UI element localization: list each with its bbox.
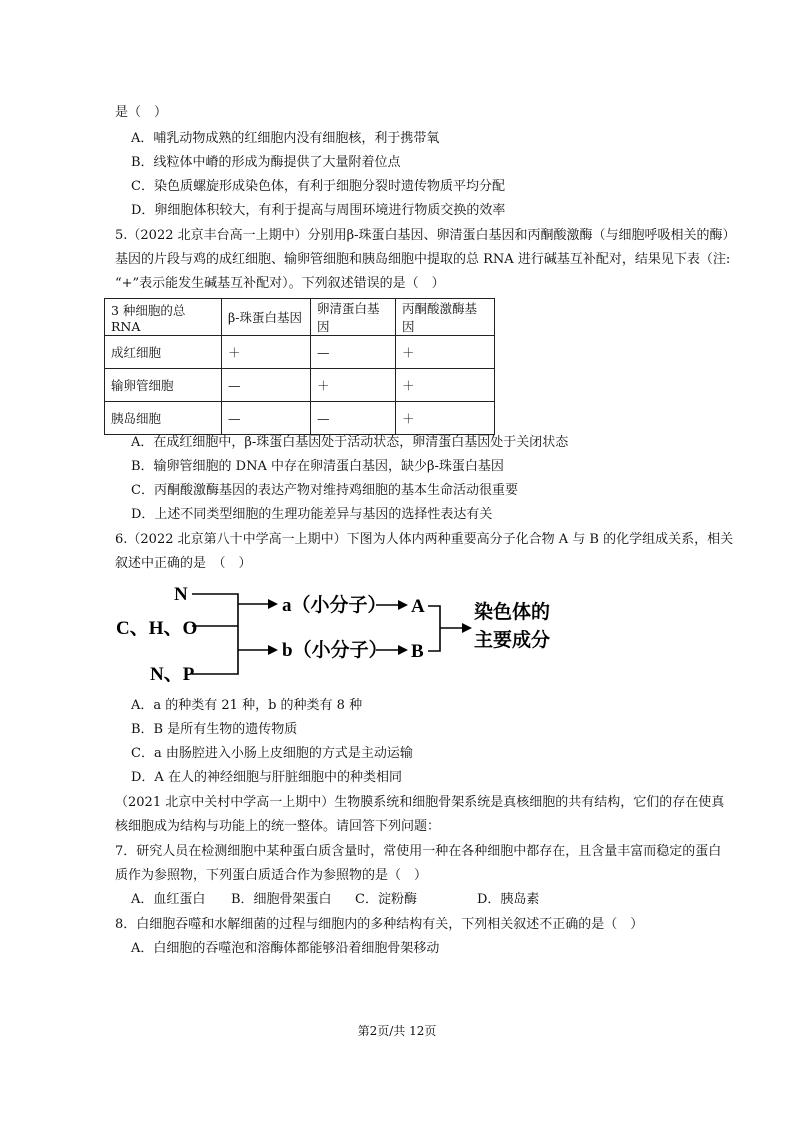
q4-stem-end: 是（ ） bbox=[115, 105, 168, 120]
q7-option-b: B．细胞骨架蛋白 bbox=[231, 892, 332, 907]
q6-option-b: B．B 是所有生物的遗传物质 bbox=[131, 722, 298, 737]
table-cell: ＋ bbox=[396, 336, 495, 369]
label-result-line1: 染色体的 bbox=[474, 602, 551, 623]
table-header: 3 种细胞的总 RNA bbox=[105, 299, 222, 336]
page-number: 第2页/共 12页 bbox=[357, 1024, 437, 1038]
q5-stem-line3: “+”表示能发生碱基互补配对）。下列叙述错误的是（ ） bbox=[115, 276, 445, 291]
table-header: 卵清蛋白基因 bbox=[311, 299, 396, 336]
table-cell: — bbox=[222, 402, 311, 435]
label-b-macromolecule: B bbox=[411, 641, 424, 662]
table-cell: — bbox=[222, 369, 311, 402]
q4-option-d: D．卵细胞体积较大，有利于提高与周围环境进行物质交换的效率 bbox=[131, 203, 506, 218]
q5-stem-line2: 基因的片段与鸡的成红细胞、输卵管细胞和胰岛细胞中提取的总 RNA 进行碱基互补配对，结果见下表（注: bbox=[115, 252, 731, 267]
q4-option-b: B．线粒体中嵴的形成为酶提供了大量附着位点 bbox=[131, 155, 401, 170]
table-header: 丙酮酸激酶基因 bbox=[396, 299, 495, 336]
table-cell: — bbox=[311, 402, 396, 435]
q6-stem-line2: 叙述中正确的是 （ ） bbox=[115, 556, 252, 571]
table-header: β-珠蛋白基因 bbox=[222, 299, 311, 336]
label-a-macromolecule: A bbox=[411, 596, 425, 617]
label-n: N bbox=[174, 584, 188, 605]
q8-option-a: A．白细胞的吞噬泡和溶酶体都能够沿着细胞骨架移动 bbox=[131, 941, 440, 956]
q6-stem-line1: 6.（2022 北京第八十中学高一上期中）下图为人体内两种重要高分子化合物 A 与 B 的化学组成关系，相关 bbox=[115, 532, 734, 547]
rna-table bbox=[104, 298, 495, 435]
q7-stem-line2: 质作为参照物，下列蛋白质适合作为参照物的是（ ） bbox=[115, 868, 428, 883]
bracket-line bbox=[428, 606, 440, 651]
q7-stem-line1: 7．研究人员在检测细胞中某种蛋白质含量时，常使用一种在各种细胞中都存在，且含量丰富而稳定的蛋白 bbox=[115, 844, 722, 859]
table-row bbox=[105, 369, 495, 402]
q5-option-c: C．丙酮酸激酶基因的表达产物对维持鸡细胞的基本生命活动很重要 bbox=[131, 483, 518, 498]
arrow-head bbox=[462, 623, 472, 633]
q8-stem-line1: 8．白细胞吞噬和水解细菌的过程与细胞内的多种结构有关，下列相关叙述不正确的是（ ） bbox=[115, 917, 644, 932]
q6-option-d: D．A 在人的神经细胞与肝脏细胞中的种类相同 bbox=[131, 770, 402, 785]
table-cell: — bbox=[311, 336, 396, 369]
label-b-small-molecule: b（小分子） bbox=[282, 640, 388, 661]
q7-options bbox=[131, 891, 539, 909]
label-a-small-molecule: a（小分子） bbox=[282, 595, 387, 616]
q4-option-c: C．染色质螺旋形成染色体，有利于细胞分裂时遗传物质平均分配 bbox=[131, 179, 505, 194]
q5-option-a: A．在成红细胞中，β-珠蛋白基因处于活动状态，卵清蛋白基因处于关闭状态 bbox=[131, 435, 569, 450]
passage-line2: 核细胞成为结构与功能上的统一整体。请回答下列问题： bbox=[115, 819, 441, 834]
table-row bbox=[105, 402, 495, 435]
table-cell: ＋ bbox=[396, 402, 495, 435]
arrow-head bbox=[268, 599, 278, 609]
q7-option-c: C．淀粉酶 bbox=[355, 892, 417, 907]
q5-option-b: B．输卵管细胞的 DNA 中存在卵清蛋白基因，缺少β-珠蛋白基因 bbox=[131, 459, 504, 474]
connector-line bbox=[192, 594, 238, 626]
label-np: N、P bbox=[150, 664, 195, 685]
table-row bbox=[105, 336, 495, 369]
q6-option-c: C．a 由肠腔进入小肠上皮细胞的方式是主动运输 bbox=[131, 746, 413, 761]
q6-option-a: A．a 的种类有 21 种，b 的种类有 8 种 bbox=[131, 698, 363, 713]
q5-option-d: D．上述不同类型细胞的生理功能差异与基因的选择性表达有关 bbox=[131, 507, 493, 522]
table-cell: 成红细胞 bbox=[105, 336, 222, 369]
table-cell: ＋ bbox=[396, 369, 495, 402]
arrow-head bbox=[398, 645, 408, 655]
label-cho: C、H、O bbox=[116, 618, 198, 639]
arrow-head bbox=[268, 645, 278, 655]
label-result-line2: 主要成分 bbox=[474, 630, 551, 651]
passage-line1: （2021 北京中关村中学高一上期中）生物膜系统和细胞骨架系统是真核细胞的共有结构，它们的存在使真 bbox=[115, 795, 725, 810]
table-cell: 胰岛细胞 bbox=[105, 402, 222, 435]
table-cell: 输卵管细胞 bbox=[105, 369, 222, 402]
table-cell: ＋ bbox=[222, 336, 311, 369]
composition-diagram bbox=[110, 580, 570, 688]
connector-line bbox=[192, 626, 238, 674]
table-cell: ＋ bbox=[311, 369, 396, 402]
table-header-row bbox=[105, 299, 495, 336]
q7-option-d: D．胰岛素 bbox=[477, 892, 540, 907]
q7-option-a: A．血红蛋白 bbox=[131, 892, 206, 907]
q4-option-a: A．哺乳动物成熟的红细胞内没有细胞核，利于携带氧 bbox=[131, 131, 440, 146]
arrow-head bbox=[398, 600, 408, 610]
q5-stem-line1: 5.（2022 北京丰台高一上期中）分别用β-珠蛋白基因、卵清蛋白基因和丙酮酸激酶（与细胞呼吸相关的酶） bbox=[115, 228, 736, 243]
